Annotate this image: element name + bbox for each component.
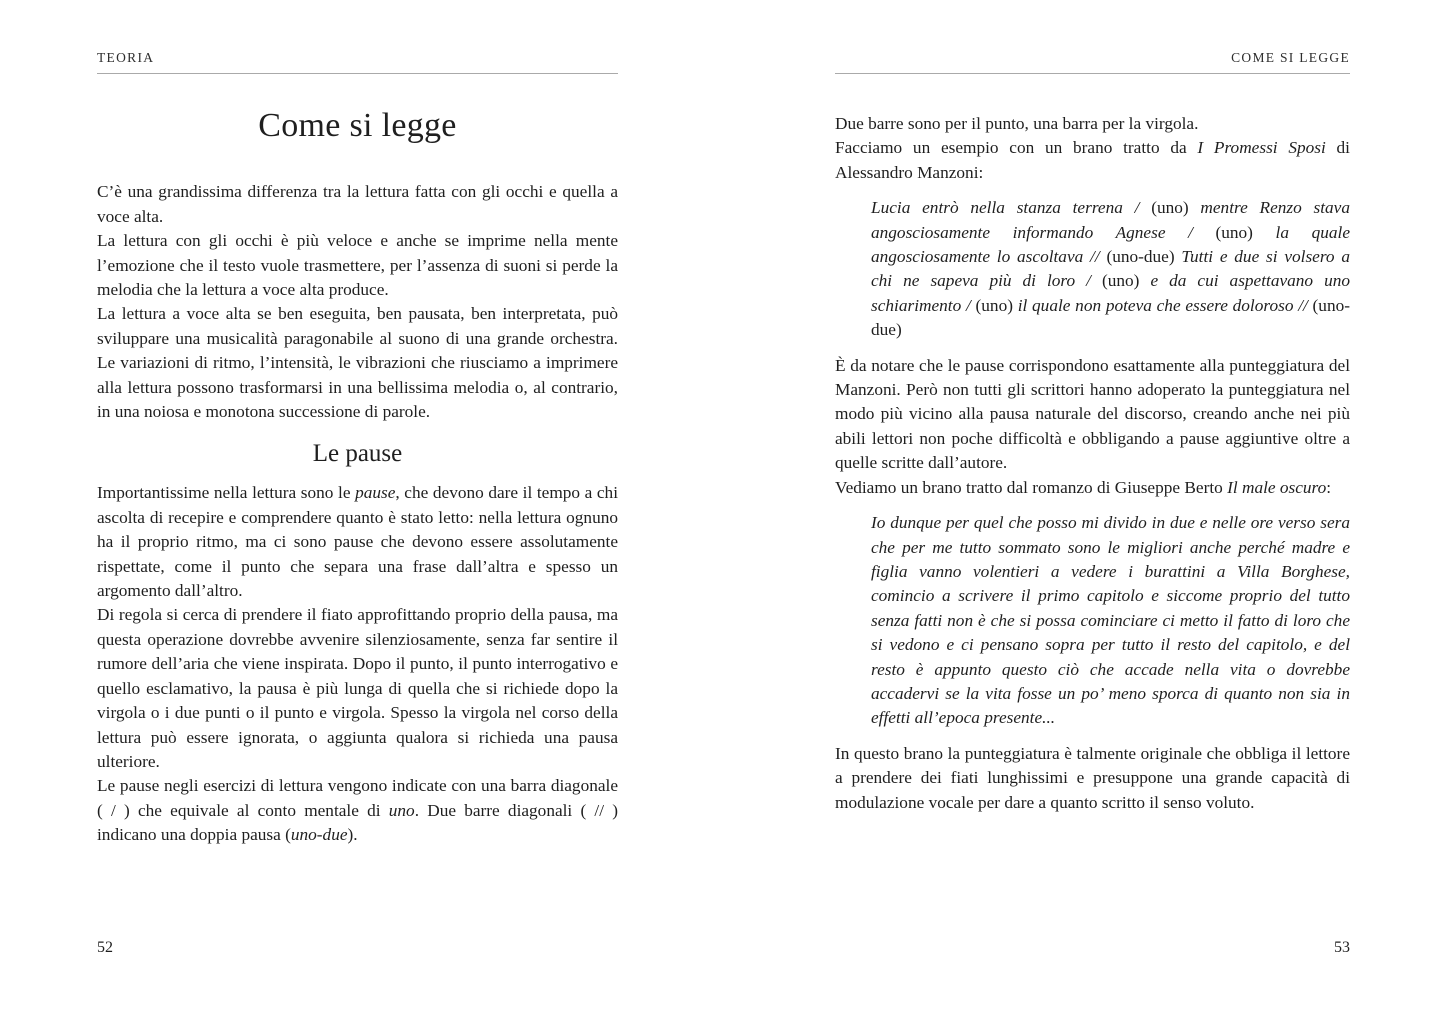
right-page-body	[835, 112, 1350, 815]
text-run: di Alessandro Manzoni:	[835, 138, 1350, 182]
text-run: ).	[347, 825, 358, 845]
text-run: (uno)	[1151, 198, 1201, 218]
text-run: È da notare che le pause corrispondono esattamente alla punteggiatura del Manzoni. Però non tutti gli scrittori hanno adoperato la punteggiatura nel modo più vicino alla pausa naturale del discorso, creando anche nei più abili lettori non poche difficoltà e obbligando a pause aggiuntive oltre a quelle scritte dall’autore.	[835, 355, 1350, 473]
text-run: (uno-due)	[1106, 247, 1182, 267]
italic-text-run: la quale angosciosamente lo ascoltava //	[871, 222, 1350, 267]
paragraph-di-regola	[97, 603, 618, 774]
paragraph-occhi-voce	[97, 180, 618, 229]
text-run: Le pause negli esercizi di lettura vengono indicate con una barra diagonale ( / ) che equivale al conto mentale di	[97, 776, 618, 820]
paragraph-conclusione	[835, 742, 1350, 815]
text-run: Due barre sono per il punto, una barra per la virgola.	[835, 114, 1199, 133]
italic-text-run: pause	[355, 483, 396, 503]
running-header-right: COME SI LEGGE	[835, 50, 1350, 74]
italic-text-run: I Promessi Sposi	[1197, 138, 1326, 158]
text-run: (uno)	[975, 295, 1018, 315]
italic-text-run: e da cui aspettavano uno schiarimento /	[871, 271, 1350, 315]
italic-text-run: Lucia entrò nella stanza terrena /	[871, 198, 1152, 218]
block-quote-berto	[871, 511, 1350, 731]
chapter-title: Come si legge	[258, 107, 457, 144]
page-right	[835, 50, 1350, 815]
text-run: (uno-due)	[871, 295, 1350, 340]
text-run: Importantissime nella lettura sono le	[97, 483, 356, 503]
page-number-right: 53	[1334, 939, 1350, 956]
paragraph-esempio-manzoni	[835, 136, 1350, 185]
italic-text-run: uno	[388, 800, 415, 820]
running-header-left: TEORIA	[97, 50, 618, 74]
section-heading-le-pause: Le pause	[312, 440, 403, 468]
paragraph-giuseppe-berto	[835, 476, 1350, 500]
italic-text-run: uno-due	[290, 825, 348, 845]
paragraph-lettura-occhi	[97, 229, 618, 302]
text-run: Di regola si cerca di prendere il fiato approfittando proprio della pausa, ma questa operazione dovrebbe avvenire silenziosamente, senza far sentire il rumore dell’aria che viene inspirata. Dopo il punto, il punto interrogativo e quello esclamativo, la pausa è più lunga di quella che si richiede dopo la virgola o i due punti o il punto e virgola. Spesso la virgola nel corso della lettura può essere ignorata, o aggiunta qualora si richieda una pausa ulteriore.	[97, 605, 618, 771]
text-run: :	[1326, 477, 1332, 497]
text-run: La lettura a voce alta se ben eseguita, ben pausata, ben interpretata, può sviluppare una musicalità paragonabile al suono di una grande orchestra. Le variazioni di ritmo, l’intensità, le vibrazioni che riusciamo a imprimere alla lettura possono trasformarsi in una bellissima melodia o, al contrario, in una noiosa e monotona successione di parole.	[97, 304, 618, 422]
page-number-left: 52	[97, 939, 113, 956]
paragraph-importantissime	[97, 481, 618, 603]
paragraph-voce-alta	[97, 302, 618, 424]
italic-text-run: Il male oscuro	[1227, 477, 1327, 497]
text-run: (uno)	[1102, 271, 1151, 291]
paragraph-due-barre	[835, 112, 1350, 136]
text-run: . Due barre diagonali ( // ) indicano una doppia pausa (	[97, 800, 618, 845]
italic-text-run: Tutti e due si volsero a chi ne sapeva più di loro /	[871, 247, 1350, 291]
paragraph-barre-diagonali	[97, 774, 618, 847]
italic-text-run: mentre Renzo stava angosciosamente informando Agnese /	[871, 198, 1350, 242]
text-run: Facciamo un esempio con un brano tratto da	[835, 138, 1198, 158]
text-run: (uno)	[1215, 222, 1276, 242]
paragraph-da-notare	[835, 354, 1350, 476]
italic-text-run: il quale non poteva che essere doloroso //	[1017, 295, 1313, 315]
text-run: C’è una grandissima differenza tra la lettura fatta con gli occhi e quella a voce alta.	[97, 182, 618, 226]
page-left	[97, 50, 618, 848]
italic-text-run: Io dunque per quel che posso mi divido in due e nelle ore verso sera che per me tutto sommato sono le migliori anche perché madre e figlia vanno volentieri a vedere i burattini a Villa Borghese, comincio a scrivere il primo capitolo e siccome proprio del tutto senza fatti non è che si possa cominciare ci metto il fatto di loro che si vedono e ci pensano sopra per tutto il resto del capitolo, e del resto è appunto questo ciò che accade nella vita o dovrebbe accadervi se la vita fosse un po’ meno sporca di quanto non sia in effetti all’epoca presente...	[871, 513, 1350, 728]
text-run: Vediamo un brano tratto dal romanzo di Giuseppe Berto	[835, 477, 1228, 497]
text-run: In questo brano la punteggiatura è talmente originale che obbliga il lettore a prendere dei fiati lunghissimi e presuppone una grande capacità di modulazione vocale per dare a quanto scritto il senso voluto.	[835, 743, 1350, 812]
text-run: La lettura con gli occhi è più veloce e anche se imprime nella mente l’emozione che il testo vuole trasmettere, per l’assenza di suoni si perde la melodia che la lettura a voce alta produce.	[97, 231, 618, 300]
block-quote-manzoni	[871, 196, 1350, 342]
text-run: , che devono dare il tempo a chi ascolta di recepire e comprendere quanto è stato letto: nella lettura ognuno ha il proprio ritmo, ma ci sono pause che devono essere assolutamente rispettate, come il punto che separa una frase dall’altra e spesso un argomento dall’altro.	[97, 483, 618, 601]
